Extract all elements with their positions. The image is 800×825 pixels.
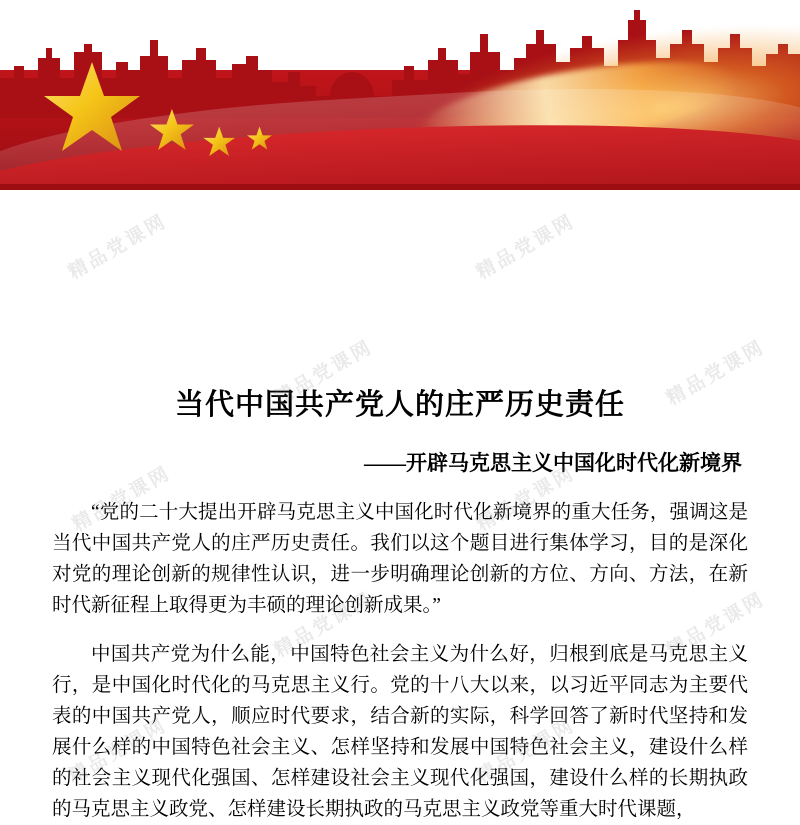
page-subtitle: ——开辟马克思主义中国化时代化新境界 (364, 451, 742, 475)
watermark: 精品党课网 (663, 588, 769, 662)
document-body (0, 190, 800, 825)
watermark: 精品党课网 (271, 336, 377, 410)
five-pointed-star-medium (150, 109, 194, 150)
watermark: 精品党课网 (65, 210, 171, 284)
paragraph-quote: “党的二十大提出开辟马克思主义中国化时代化新境界的重大任务，强调这是当代中国共产党人的庄严历史责任。我们以这个题目进行集体学习，目的是深化对党的理论创新的规律性认识，进一步明确理论创新的方位、方向、方法，在新时代新征程上取得更为丰硕的理论创新成果。” (52, 502, 748, 616)
five-pointed-star-small-1 (203, 127, 235, 156)
watermark: 精品党课网 (69, 462, 175, 536)
page-banner (0, 0, 800, 190)
watermark: 精品党课网 (271, 588, 377, 662)
watermark: 精品党课网 (65, 714, 171, 788)
five-pointed-stars-group (40, 60, 370, 170)
watermark: 精品党课网 (473, 210, 579, 284)
five-pointed-star-small-2 (247, 127, 272, 150)
watermark: 精品党课网 (473, 714, 579, 788)
paragraph-body: 中国共产党为什么能，中国特色社会主义为什么好，归根到底是马克思主义行，是中国化时代化的马克思主义行。党的十八大以来，以习近平同志为主要代表的中国共产党人，顺应时代要求，结合新的实际，科学回答了新时代坚持和发展什么样的中国特色社会主义、怎样坚持和发展中国特色社会主义，建设什么样的社会主义现代化强国、怎样建设社会主义现代化强国，建设什么样的长期执政的马克思主义政党、怎样建设长期执政的马克思主义政党等重大时代课题， (52, 644, 748, 820)
five-pointed-star-large (44, 62, 140, 151)
watermark: 精品党课网 (663, 336, 769, 410)
watermark: 精品党课网 (473, 462, 579, 536)
page-title: 当代中国共产党人的庄严历史责任 (174, 389, 625, 421)
